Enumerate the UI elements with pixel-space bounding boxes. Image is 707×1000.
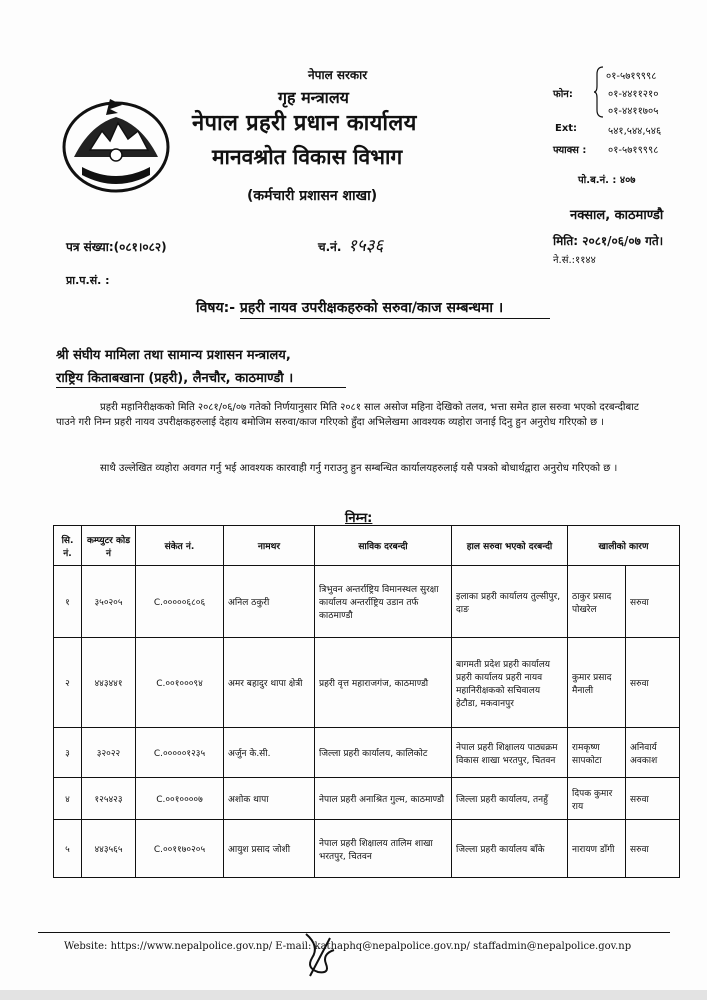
addressee-line-2: राष्ट्रिय किताबखाना (प्रहरी), लैनचौर, काठमाण्डौ । <box>56 371 294 386</box>
branch-name: (कर्मचारी प्रशासन शाखा) <box>247 188 378 204</box>
cell-current: नेपाल प्रहरी शिक्षालय पाठ्यक्रम विकास शाखा भरतपुर, चितवन <box>452 728 568 778</box>
cell-vacancy-name: कुमार प्रसाद मैनाली <box>568 638 626 728</box>
cell-vacancy-reason: सरुवा <box>626 638 680 728</box>
subject-underline <box>240 318 550 319</box>
fax-number: ०१-५७१९९९८ <box>608 145 659 156</box>
cell-sanket: C.०००००१२३५ <box>136 728 224 778</box>
page-bottom-band <box>0 990 707 1000</box>
header-computer-code: कम्प्युटर कोड नं <box>82 526 136 566</box>
cell-sanket: C.०००००६८०६ <box>136 566 224 638</box>
cell-name: अर्जुन के.सी. <box>224 728 315 778</box>
cell-sn: २ <box>54 638 82 728</box>
cell-name: आयुश प्रसाद जोशी <box>224 820 315 878</box>
fax-label: फ्याक्स : <box>553 145 587 156</box>
footer-divider <box>38 932 670 933</box>
cell-vacancy-name: रामकृष्ण सापकोटा <box>568 728 626 778</box>
addressee-underline <box>56 387 346 388</box>
cell-vacancy-reason: सरुवा <box>626 778 680 820</box>
signature-mark-icon <box>300 928 340 980</box>
phone-label: फोन: <box>553 89 573 100</box>
cell-code: ३२०२२ <box>82 728 136 778</box>
cell-sn: ४ <box>54 778 82 820</box>
list-title: निम्न: <box>345 511 373 526</box>
office-name: नेपाल प्रहरी प्रधान कार्यालय <box>192 111 417 136</box>
nepal-emblem-icon <box>60 95 172 195</box>
table-row <box>54 728 680 778</box>
phone-number: ०१-४४११२१० <box>608 89 659 100</box>
cell-current: बागमती प्रदेश प्रहरी कार्यालय प्रहरी कार्यालय प्रहरी नायव महानिरीक्षकको सचिवालय हेटौडा, मकवानपुर <box>452 638 568 728</box>
cell-name: अनिल ठकुरी <box>224 566 315 638</box>
cell-code: ४४३५६५ <box>82 820 136 878</box>
cell-name: अशोक थापा <box>224 778 315 820</box>
cell-previous: नेपाल प्रहरी शिक्षालय तालिम शाखा भरतपुर, चितवन <box>315 820 452 878</box>
header-name: नामथर <box>224 526 315 566</box>
dispatch-number: १५३६ <box>348 236 384 256</box>
cell-vacancy-reason: सरुवा <box>626 820 680 878</box>
nepal-sambat: ने.सं.:११४४ <box>553 255 596 266</box>
department-name: मानवश्रोत विकास विभाग <box>212 145 403 169</box>
reference-number: पत्र संख्या:(०८१।०८२) <box>66 240 167 254</box>
table-row <box>54 566 680 638</box>
body-paragraph: साथै उल्लेखित व्यहोरा अवगत गर्नु भई आवश्यक कारवाही गर्नु गराउनु हुन सम्बन्धित कार्यालयहरुलाई यसै पत्रको बोधार्थद्वारा अनुरोध गरिएको छ । <box>100 463 618 474</box>
header-sanket-no: संकेत नं. <box>136 526 224 566</box>
cell-current: जिल्ला प्रहरी कार्यालय बाँके <box>452 820 568 878</box>
phone-number: ०१-४४११७०५ <box>608 106 659 117</box>
cell-vacancy-reason: सरुवा <box>626 566 680 638</box>
cell-previous: त्रिभुवन अन्तर्राष्ट्रिय विमानस्थल सुरक्षा कार्यालय अन्तर्राष्ट्रिय उडान तर्फ काठमाण्डौ <box>315 566 452 638</box>
cell-current: इलाका प्रहरी कार्यालय तुल्सीपुर, दाङ <box>452 566 568 638</box>
government-name: नेपाल सरकार <box>308 68 368 82</box>
table-row <box>54 638 680 728</box>
letter-date: मिति: २०८१/०६/०७ गते। <box>553 234 664 248</box>
header-current-post: हाल सरुवा भएको दरबन्दी <box>452 526 568 566</box>
addressee-line-1: श्री संघीय मामिला तथा सामान्य प्रशासन मन्त्रालय, <box>56 348 291 363</box>
po-box: पो.ब.नं. : ४०७ <box>578 175 636 186</box>
cell-vacancy-name: ठाकुर प्रसाद पोखरेल <box>568 566 626 638</box>
cell-previous: जिल्ला प्रहरी कार्यालय, कालिकोट <box>315 728 452 778</box>
prapa-label: प्रा.प.सं. : <box>66 274 110 287</box>
cell-current: जिल्ला प्रहरी कार्यालय, तनहुँ <box>452 778 568 820</box>
cell-sn: ३ <box>54 728 82 778</box>
cell-sn: ५ <box>54 820 82 878</box>
cell-code: ४४३४४१ <box>82 638 136 728</box>
brace-icon <box>593 66 605 118</box>
ministry-name: गृह मन्त्रालय <box>278 88 349 107</box>
phone-number: ०१-५७१९९९८ <box>606 71 657 82</box>
cell-previous: नेपाल प्रहरी अनाश्रित गुल्म, काठमाण्डौ <box>315 778 452 820</box>
cell-code: ३५०२०५ <box>82 566 136 638</box>
footer-contact: Website: https://www.nepalpolice.gov.np/ E-mail: kathaphq@nepalpolice.gov.np/ staffadmin@nepalpolice.gov.np <box>64 941 632 952</box>
table-row <box>54 820 680 878</box>
cell-previous: प्रहरी वृत्त महाराजगंज, काठमाण्डौ <box>315 638 452 728</box>
cell-code: १२५४२३ <box>82 778 136 820</box>
dispatch-label: च.नं. <box>318 240 342 254</box>
cell-vacancy-name: दिपक कुमार राय <box>568 778 626 820</box>
transfer-table <box>53 525 680 878</box>
header-vacancy-reason: खालीको कारण <box>568 526 680 566</box>
cell-sanket: C.००११७०२०५ <box>136 820 224 878</box>
cell-sn: १ <box>54 566 82 638</box>
table-row <box>54 778 680 820</box>
ext-numbers: ५४१,५४४,५४६ <box>608 126 662 137</box>
ext-label: Ext: <box>555 123 578 134</box>
cell-sanket: C.००१०००९४ <box>136 638 224 728</box>
body-paragraph: प्रहरी महानिरीक्षकको मिति २०८१/०६/०७ गतेको निर्णयानुसार मिति २०८१ साल असोज महिना देखिको तलव, भत्ता समेत हाल सरुवा भएको दरबन्दीबाट पाउने गरी निम्न प्रहरी नायव उपरीक्षकहरुलाई देहाय बमोजिम सरुवा/काज गरिएको हुँदा अभिलेखमा आवश्यक व्यहोरा जनाई दिनु हुन अनुरोध गरिएको छ । <box>56 402 639 428</box>
cell-vacancy-reason: अनिवार्य अवकाश <box>626 728 680 778</box>
office-location: नक्साल, काठमाण्डौ <box>570 208 664 223</box>
cell-vacancy-name: नारायण डाँगी <box>568 820 626 878</box>
header-sn: सि. नं. <box>54 526 82 566</box>
cell-sanket: C.००१००००७ <box>136 778 224 820</box>
letter-subject: विषय:- प्रहरी नायव उपरीक्षकहरुको सरुवा/काज सम्बन्धमा । <box>196 300 504 316</box>
header-previous-post: साविक दरबन्दी <box>315 526 452 566</box>
cell-name: अमर बहादुर थापा क्षेत्री <box>224 638 315 728</box>
